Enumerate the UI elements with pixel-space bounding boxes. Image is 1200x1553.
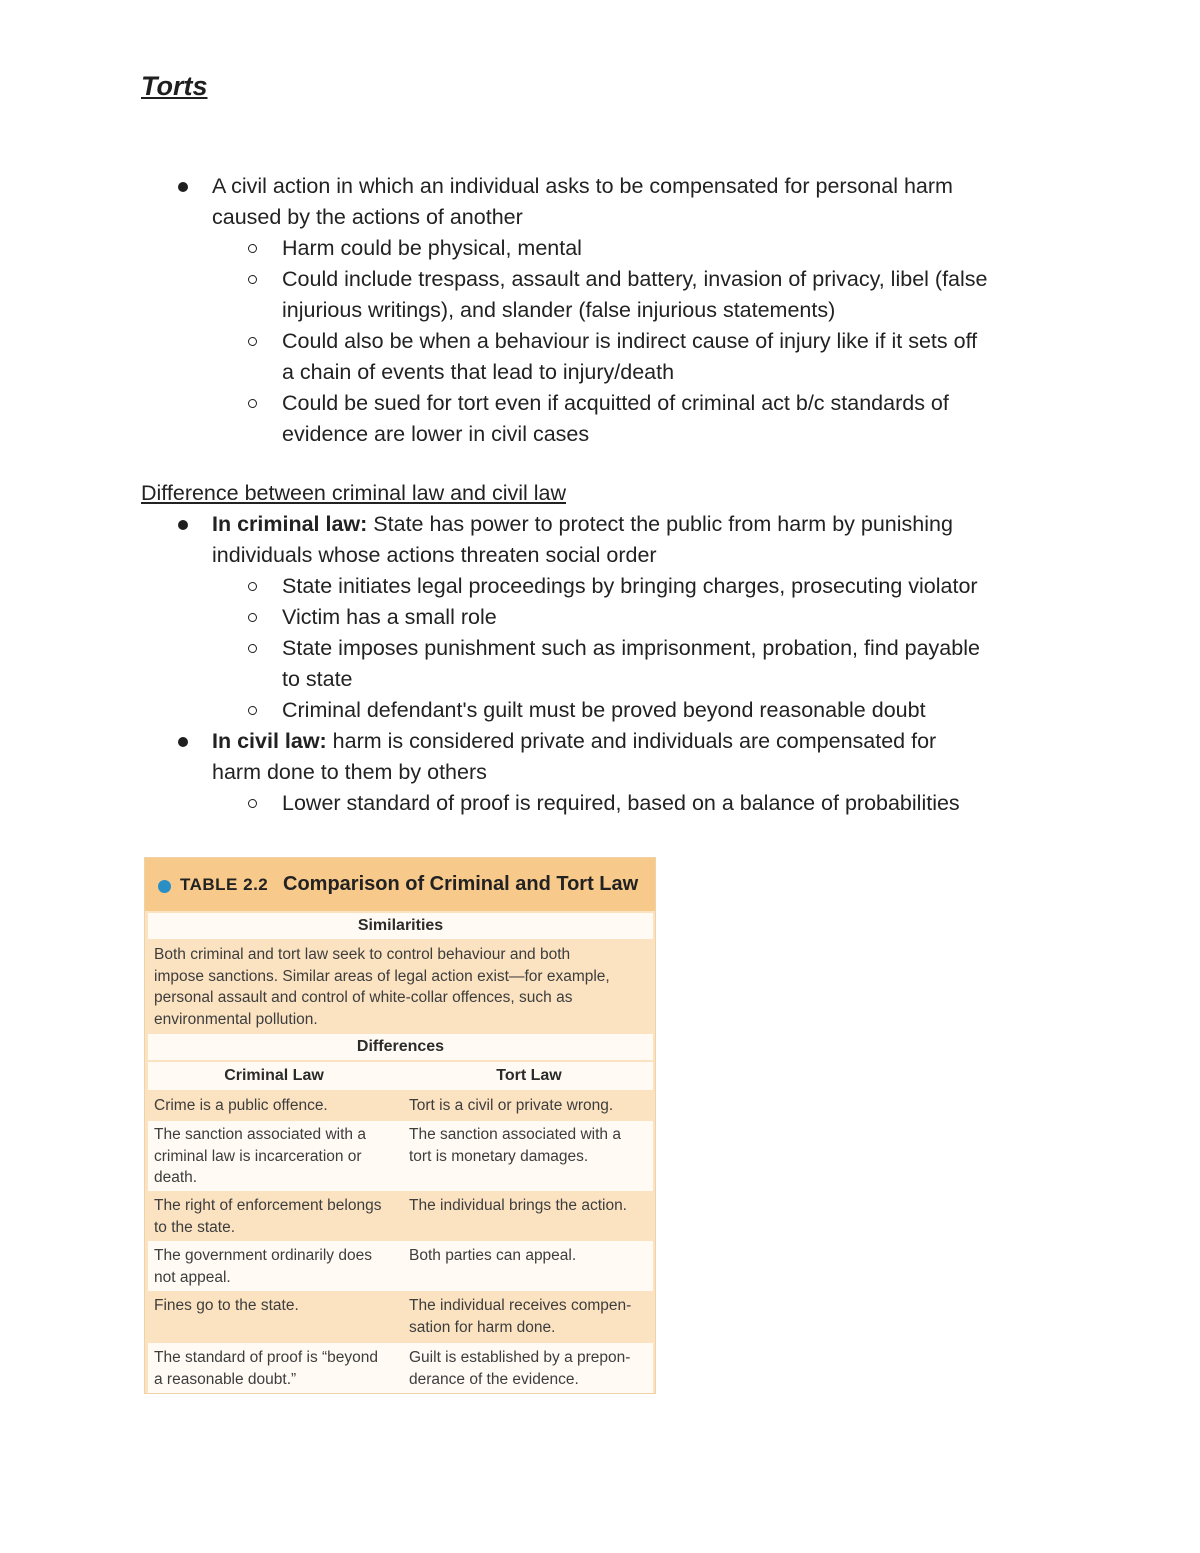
subitem-state-initiates xyxy=(0,571,1200,602)
bullet-circle-icon xyxy=(248,644,257,653)
text-line: to state xyxy=(282,667,353,691)
bullet-circle-icon xyxy=(248,275,257,284)
table-label: TABLE 2.2 xyxy=(180,875,269,894)
differences-heading: Differences xyxy=(148,1034,653,1060)
cell-text: The standard of proof is “beyond xyxy=(154,1349,379,1366)
text-line: Could include trespass, assault and battery, invasion of privacy, libel (false xyxy=(282,267,988,291)
column-header-tort: Tort Law xyxy=(496,1067,562,1084)
subitem-indirect-cause xyxy=(0,326,1200,357)
bullet-civil-law xyxy=(0,726,1200,757)
page-title: Torts xyxy=(141,71,208,101)
text-line: evidence are lower in civil cases xyxy=(282,422,590,446)
text-line: injurious writings), and slander (false injurious statements) xyxy=(282,298,836,322)
bullet-circle-icon xyxy=(248,799,257,808)
text-line: Harm could be physical, mental xyxy=(282,236,582,260)
cell-text: tort is monetary damages. xyxy=(409,1147,589,1165)
text-line: Criminal defendant's guilt must be proved beyond reasonable doubt xyxy=(282,698,926,722)
text-line: State has power to protect the public from harm by punishing xyxy=(367,512,953,536)
cell-text: Both parties can appeal. xyxy=(409,1247,577,1264)
bullet-circle-icon xyxy=(248,244,257,253)
comparison-table xyxy=(144,857,656,1394)
bullet-disc-icon xyxy=(178,182,188,192)
bullet-circle-icon xyxy=(248,399,257,408)
table-row xyxy=(148,1343,653,1393)
subitem-sued-after-acquittal xyxy=(0,388,1200,419)
cell-text: Fines go to the state. xyxy=(154,1297,299,1314)
cell-text: death. xyxy=(154,1169,198,1186)
cell-text: Crime is a public offence. xyxy=(154,1097,328,1114)
cell-text: derance of the evidence. xyxy=(409,1370,579,1388)
subitem-lower-standard xyxy=(0,788,1200,819)
text-line: individuals whose actions threaten social order xyxy=(212,543,657,567)
bullet-circle-icon xyxy=(248,337,257,346)
similarities-text xyxy=(148,940,653,1032)
text-line: State initiates legal proceedings by bringing charges, prosecuting violator xyxy=(282,574,978,598)
text-line: a chain of events that lead to injury/death xyxy=(282,360,675,384)
text-line: Could be sued for tort even if acquitted of criminal act b/c standards of xyxy=(282,391,949,415)
cell-text: The individual receives compen- xyxy=(409,1297,632,1314)
table-title: Comparison of Criminal and Tort Law xyxy=(283,873,639,895)
bullet-circle-icon xyxy=(248,706,257,715)
cell-text: to the state. xyxy=(154,1218,235,1236)
bullet-circle-icon xyxy=(248,613,257,622)
text-line: personal assault and control of white-collar offences, such as xyxy=(154,989,573,1006)
bullet-disc-icon xyxy=(178,520,188,530)
cell-text: criminal law is incarceration or xyxy=(154,1147,362,1165)
table-column-headers xyxy=(148,1062,653,1090)
cell-text: The government ordinarily does xyxy=(154,1247,372,1264)
cell-text: not appeal. xyxy=(154,1268,231,1286)
text-line: harm is considered private and individuals are compensated for xyxy=(326,729,937,753)
subitem-state-punishment xyxy=(0,633,1200,664)
table-row xyxy=(148,1241,653,1291)
section-heading-difference: Difference between criminal law and civil law xyxy=(141,481,567,505)
civil-law-label: In civil law: xyxy=(212,729,327,753)
bullet-tort-definition xyxy=(0,171,1200,202)
cell-text: The sanction associated with a xyxy=(154,1126,366,1143)
cell-text: The individual brings the action. xyxy=(409,1197,627,1214)
text-line: impose sanctions. Similar areas of legal action exist—for example, xyxy=(154,967,610,985)
cell-text: Tort is a civil or private wrong. xyxy=(409,1097,614,1114)
notes-body xyxy=(0,171,1200,819)
table-row xyxy=(148,1292,653,1342)
table-header xyxy=(145,858,655,911)
cell-text: a reasonable doubt.” xyxy=(154,1370,297,1388)
bullet-circle-icon xyxy=(248,582,257,591)
subitem-tort-examples xyxy=(0,264,1200,295)
criminal-law-label: In criminal law: xyxy=(212,512,368,536)
similarities-heading: Similarities xyxy=(148,913,653,939)
subitem-victim-role xyxy=(0,602,1200,633)
text-line: harm done to them by others xyxy=(212,760,487,784)
cell-text: The sanction associated with a xyxy=(409,1126,621,1143)
text-line: caused by the actions of another xyxy=(212,205,523,229)
subitem-reasonable-doubt xyxy=(0,695,1200,726)
bullet-disc-icon xyxy=(178,737,188,747)
subitem-harm-types xyxy=(0,233,1200,264)
table-row xyxy=(148,1121,653,1191)
table-row xyxy=(148,1092,653,1120)
text-line: Both criminal and tort law seek to control behaviour and both xyxy=(154,946,571,963)
text-line: State imposes punishment such as imprisonment, probation, find payable xyxy=(282,636,980,660)
text-line: Could also be when a behaviour is indirect cause of injury like if it sets off xyxy=(282,329,978,353)
text-line: Victim has a small role xyxy=(282,605,497,629)
text-line: environmental pollution. xyxy=(154,1010,318,1028)
cell-text: Guilt is established by a prepon- xyxy=(409,1349,631,1366)
cell-text: sation for harm done. xyxy=(409,1318,556,1336)
table-dot-icon xyxy=(158,880,171,893)
column-header-criminal: Criminal Law xyxy=(224,1067,324,1084)
table-row xyxy=(148,1192,653,1240)
text-line: A civil action in which an individual asks to be compensated for personal harm xyxy=(212,174,953,198)
cell-text: The right of enforcement belongs xyxy=(154,1197,382,1214)
bullet-criminal-law xyxy=(0,509,1200,540)
text-line: Lower standard of proof is required, based on a balance of probabilities xyxy=(282,791,960,815)
